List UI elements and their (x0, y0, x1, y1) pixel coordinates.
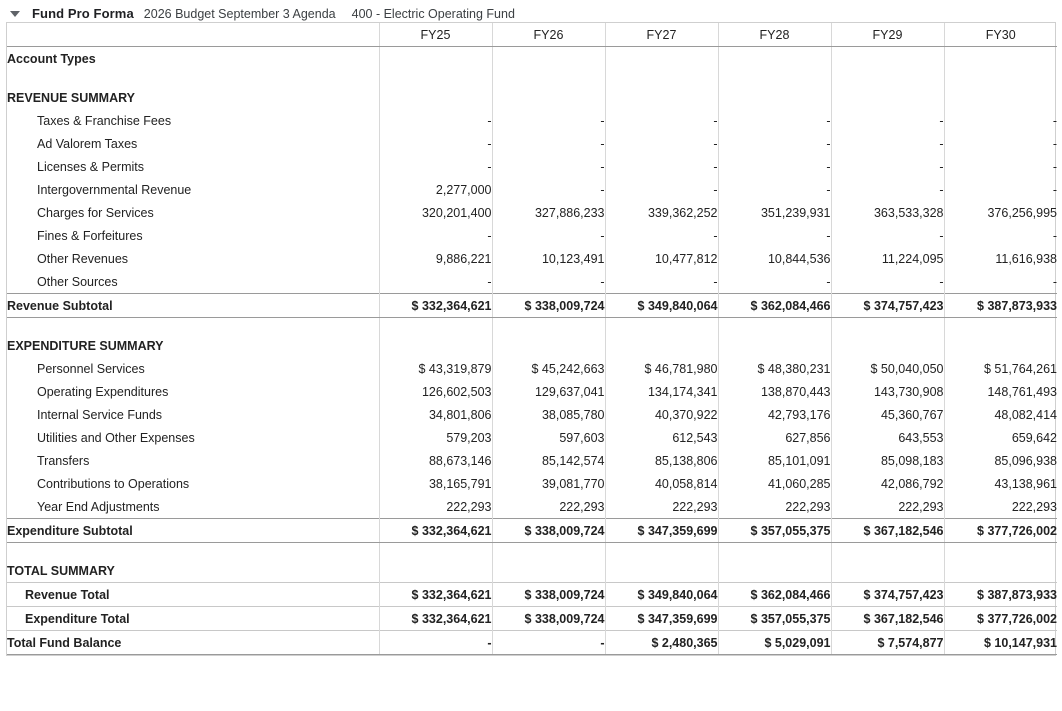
table-row (7, 403, 1057, 426)
table-row (7, 380, 1057, 403)
cell-value: $ 332,364,621 (379, 294, 492, 318)
cell-value: 39,081,770 (492, 472, 605, 495)
column-header-fy25: FY25 (379, 23, 492, 47)
row-label: Charges for Services (37, 205, 154, 220)
cell-value: - (831, 270, 944, 294)
cell-value: $ 387,873,933 (944, 583, 1057, 607)
cell-value (379, 318, 492, 335)
cell-value: - (718, 132, 831, 155)
cell-value: - (605, 155, 718, 178)
table-row (7, 270, 1057, 294)
row-label: Year End Adjustments (37, 499, 160, 514)
table-row (7, 247, 1057, 270)
row-label: Ad Valorem Taxes (37, 136, 138, 151)
cell-value: 320,201,400 (379, 201, 492, 224)
cell-value: - (944, 224, 1057, 247)
cell-value: $ 46,781,980 (605, 357, 718, 380)
table-row (7, 583, 1057, 607)
cell-value: 222,293 (718, 495, 831, 519)
cell-value (492, 86, 605, 109)
cell-value: 2,277,000 (379, 178, 492, 201)
pro-forma-table-container (6, 22, 1056, 656)
row-label: Contributions to Operations (37, 476, 190, 491)
page-title: Fund Pro Forma (32, 6, 134, 21)
cell-value (492, 47, 605, 71)
cell-value: $ 5,029,091 (718, 631, 831, 655)
row-label: Utilities and Other Expenses (37, 430, 195, 445)
cell-value (718, 318, 831, 335)
table-row (7, 495, 1057, 519)
cell-value: $ 349,840,064 (605, 294, 718, 318)
row-label: Licenses & Permits (37, 159, 144, 174)
row-label: Revenue Subtotal (7, 294, 379, 318)
cell-value: $ 338,009,724 (492, 583, 605, 607)
table-header (7, 23, 1057, 47)
cell-value: 42,793,176 (718, 403, 831, 426)
cell-value (379, 559, 492, 583)
cell-value: $ 48,380,231 (718, 357, 831, 380)
table-row (7, 559, 1057, 583)
document-header (0, 0, 1062, 22)
triangle-down-icon[interactable] (10, 11, 20, 17)
cell-value: 138,870,443 (718, 380, 831, 403)
cell-value: - (379, 109, 492, 132)
cell-value: - (605, 224, 718, 247)
table-row (7, 318, 1057, 335)
cell-value (492, 559, 605, 583)
cell-value: 134,174,341 (605, 380, 718, 403)
table-row (7, 155, 1057, 178)
table-row (7, 47, 1057, 71)
cell-value: - (379, 270, 492, 294)
cell-value: 42,086,792 (831, 472, 944, 495)
row-label: Transfers (37, 453, 90, 468)
cell-value: $ 349,840,064 (605, 583, 718, 607)
table-row (7, 294, 1057, 318)
row-label (7, 70, 379, 86)
cell-value: 222,293 (605, 495, 718, 519)
cell-value: - (831, 178, 944, 201)
row-label: EXPENDITURE SUMMARY (7, 338, 164, 353)
cell-value: - (379, 224, 492, 247)
cell-value: 40,058,814 (605, 472, 718, 495)
cell-value (944, 318, 1057, 335)
row-label: Personnel Services (37, 361, 145, 376)
cell-value (944, 86, 1057, 109)
row-label (7, 543, 379, 560)
column-header-fy27: FY27 (605, 23, 718, 47)
cell-value (492, 334, 605, 357)
cell-value: $ 2,480,365 (605, 631, 718, 655)
cell-value: $ 357,055,375 (718, 607, 831, 631)
cell-value: - (605, 109, 718, 132)
table-row (7, 201, 1057, 224)
cell-value (492, 543, 605, 560)
cell-value (831, 86, 944, 109)
table-row (7, 178, 1057, 201)
cell-value (831, 47, 944, 71)
cell-value: 11,616,938 (944, 247, 1057, 270)
cell-value: 10,477,812 (605, 247, 718, 270)
table-row (7, 631, 1057, 655)
cell-value: 85,101,091 (718, 449, 831, 472)
cell-value: 643,553 (831, 426, 944, 449)
cell-value: 88,673,146 (379, 449, 492, 472)
table-header-row (7, 23, 1057, 47)
cell-value: 222,293 (831, 495, 944, 519)
cell-value (492, 70, 605, 86)
cell-value: 597,603 (492, 426, 605, 449)
table-row (7, 70, 1057, 86)
cell-value: 148,761,493 (944, 380, 1057, 403)
cell-value (831, 70, 944, 86)
cell-value: 659,642 (944, 426, 1057, 449)
cell-value: $ 374,757,423 (831, 583, 944, 607)
cell-value: - (718, 270, 831, 294)
table-row (7, 449, 1057, 472)
cell-value (831, 318, 944, 335)
cell-value: 339,362,252 (605, 201, 718, 224)
cell-value: $ 332,364,621 (379, 519, 492, 543)
cell-value: - (831, 155, 944, 178)
cell-value: $ 362,084,466 (718, 583, 831, 607)
row-label: Expenditure Subtotal (7, 519, 379, 543)
cell-value: 85,138,806 (605, 449, 718, 472)
row-label: Total Fund Balance (7, 631, 379, 655)
cell-value (718, 559, 831, 583)
cell-value: $ 332,364,621 (379, 583, 492, 607)
row-label: Intergovernmental Revenue (37, 182, 192, 197)
cell-value: 327,886,233 (492, 201, 605, 224)
cell-value: $ 45,242,663 (492, 357, 605, 380)
cell-value: 11,224,095 (831, 247, 944, 270)
cell-value: - (718, 109, 831, 132)
cell-value: 34,801,806 (379, 403, 492, 426)
cell-value: - (718, 224, 831, 247)
table-row (7, 543, 1057, 560)
cell-value: 85,142,574 (492, 449, 605, 472)
cell-value: 363,533,328 (831, 201, 944, 224)
cell-value (379, 334, 492, 357)
cell-value: 351,239,931 (718, 201, 831, 224)
cell-value: $ 377,726,002 (944, 607, 1057, 631)
cell-value: - (492, 224, 605, 247)
table-row (7, 224, 1057, 247)
cell-value: $ 377,726,002 (944, 519, 1057, 543)
row-label: Taxes & Franchise Fees (37, 113, 172, 128)
cell-value: 38,085,780 (492, 403, 605, 426)
cell-value: 45,360,767 (831, 403, 944, 426)
cell-value: $ 338,009,724 (492, 519, 605, 543)
cell-value: $ 347,359,699 (605, 607, 718, 631)
cell-value: 376,256,995 (944, 201, 1057, 224)
cell-value (718, 543, 831, 560)
cell-value (944, 543, 1057, 560)
cell-value (379, 70, 492, 86)
cell-value: 10,123,491 (492, 247, 605, 270)
cell-value (718, 47, 831, 71)
cell-value: - (718, 155, 831, 178)
cell-value (944, 47, 1057, 71)
cell-value: - (379, 132, 492, 155)
cell-value: - (944, 178, 1057, 201)
table-row (7, 472, 1057, 495)
cell-value: 143,730,908 (831, 380, 944, 403)
cell-value: $ 338,009,724 (492, 294, 605, 318)
table-row (7, 426, 1057, 449)
cell-value: 85,098,183 (831, 449, 944, 472)
cell-value (379, 543, 492, 560)
row-label: Other Revenues (37, 251, 129, 266)
cell-value: $ 387,873,933 (944, 294, 1057, 318)
cell-value: - (605, 132, 718, 155)
cell-value: - (492, 109, 605, 132)
column-header-label (7, 23, 379, 47)
cell-value: - (831, 109, 944, 132)
cell-value (605, 47, 718, 71)
cell-value (605, 70, 718, 86)
cell-value: - (492, 132, 605, 155)
cell-value: 40,370,922 (605, 403, 718, 426)
cell-value: - (492, 155, 605, 178)
cell-value: $ 347,359,699 (605, 519, 718, 543)
cell-value: 10,844,536 (718, 247, 831, 270)
cell-value: 38,165,791 (379, 472, 492, 495)
cell-value (718, 70, 831, 86)
cell-value: $ 367,182,546 (831, 519, 944, 543)
table-body (7, 47, 1057, 655)
cell-value: - (944, 109, 1057, 132)
cell-value (379, 47, 492, 71)
cell-value (831, 559, 944, 583)
cell-value (379, 86, 492, 109)
row-label: REVENUE SUMMARY (7, 90, 136, 105)
cell-value: $ 362,084,466 (718, 294, 831, 318)
table-row (7, 519, 1057, 543)
cell-value: 222,293 (379, 495, 492, 519)
cell-value (718, 86, 831, 109)
cell-value: - (605, 270, 718, 294)
cell-value: $ 374,757,423 (831, 294, 944, 318)
cell-value: 126,602,503 (379, 380, 492, 403)
column-header-fy26: FY26 (492, 23, 605, 47)
row-label: Operating Expenditures (37, 384, 169, 399)
cell-value (605, 559, 718, 583)
cell-value: $ 10,147,931 (944, 631, 1057, 655)
cell-value: - (379, 155, 492, 178)
row-label: Revenue Total (7, 583, 379, 607)
cell-value (718, 334, 831, 357)
cell-value: 627,856 (718, 426, 831, 449)
cell-value: 85,096,938 (944, 449, 1057, 472)
budget-subtitle: 2026 Budget September 3 Agenda (143, 7, 336, 21)
cell-value: $ 367,182,546 (831, 607, 944, 631)
row-label: Account Types (7, 51, 96, 66)
cell-value: $ 357,055,375 (718, 519, 831, 543)
column-header-fy29: FY29 (831, 23, 944, 47)
table-row (7, 109, 1057, 132)
row-label: Fines & Forfeitures (37, 228, 143, 243)
table-row (7, 357, 1057, 380)
table-row (7, 607, 1057, 631)
row-label (7, 318, 379, 335)
column-header-fy30: FY30 (944, 23, 1057, 47)
cell-value (605, 334, 718, 357)
fund-name: 400 - Electric Operating Fund (351, 7, 515, 21)
cell-value: 222,293 (492, 495, 605, 519)
cell-value: 129,637,041 (492, 380, 605, 403)
cell-value: - (492, 270, 605, 294)
cell-value: 222,293 (944, 495, 1057, 519)
cell-value: - (379, 631, 492, 655)
cell-value: 579,203 (379, 426, 492, 449)
cell-value: 43,138,961 (944, 472, 1057, 495)
cell-value: - (944, 270, 1057, 294)
cell-value: - (492, 631, 605, 655)
cell-value: 48,082,414 (944, 403, 1057, 426)
table-row (7, 86, 1057, 109)
cell-value (605, 86, 718, 109)
cell-value: 612,543 (605, 426, 718, 449)
cell-value: 9,886,221 (379, 247, 492, 270)
row-label: TOTAL SUMMARY (7, 563, 115, 578)
cell-value (492, 318, 605, 335)
row-label: Expenditure Total (7, 607, 379, 631)
cell-value (605, 318, 718, 335)
cell-value: $ 51,764,261 (944, 357, 1057, 380)
fund-pro-forma-table (7, 23, 1057, 655)
row-label: Internal Service Funds (37, 407, 163, 422)
cell-value: $ 338,009,724 (492, 607, 605, 631)
cell-value: - (944, 155, 1057, 178)
cell-value: - (831, 224, 944, 247)
cell-value: - (944, 132, 1057, 155)
cell-value: 41,060,285 (718, 472, 831, 495)
cell-value (944, 334, 1057, 357)
column-header-fy28: FY28 (718, 23, 831, 47)
cell-value: - (492, 178, 605, 201)
cell-value: $ 43,319,879 (379, 357, 492, 380)
cell-value: $ 50,040,050 (831, 357, 944, 380)
cell-value (831, 334, 944, 357)
cell-value (944, 559, 1057, 583)
table-row (7, 334, 1057, 357)
cell-value: - (718, 178, 831, 201)
cell-value (944, 70, 1057, 86)
cell-value: - (831, 132, 944, 155)
cell-value: $ 332,364,621 (379, 607, 492, 631)
table-row (7, 132, 1057, 155)
cell-value: $ 7,574,877 (831, 631, 944, 655)
cell-value (605, 543, 718, 560)
row-label: Other Sources (37, 274, 118, 289)
cell-value (831, 543, 944, 560)
cell-value: - (605, 178, 718, 201)
